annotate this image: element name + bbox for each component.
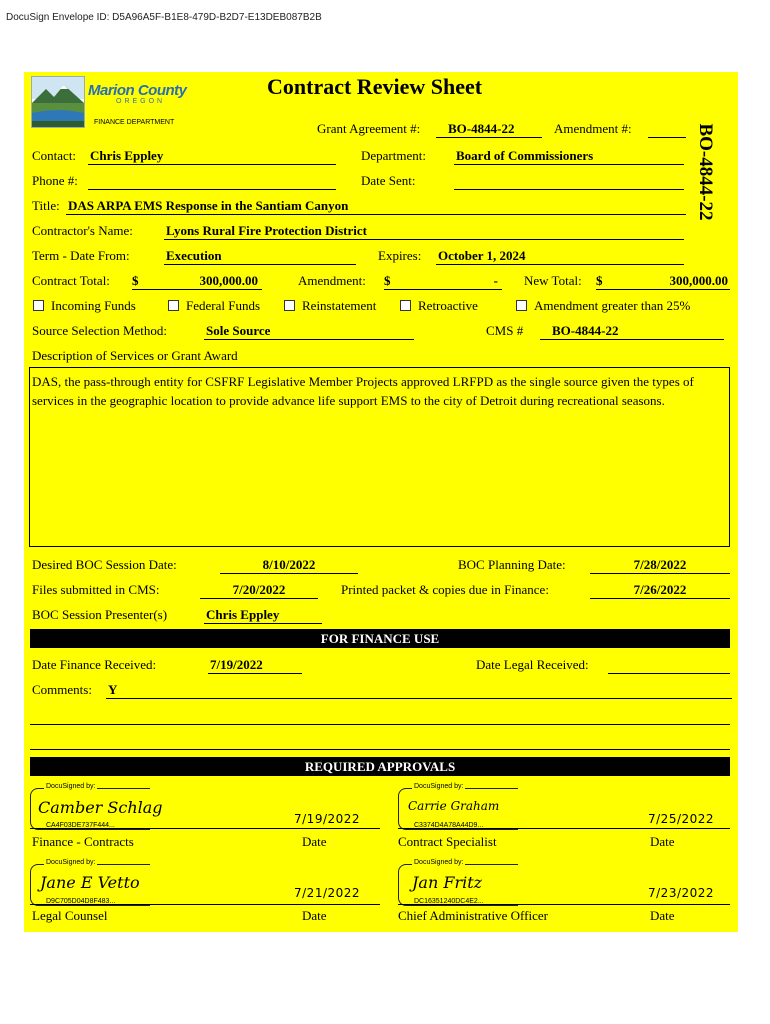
role-legal: Legal Counsel: [32, 908, 108, 923]
finance-use-header: FOR FINANCE USE: [30, 629, 730, 648]
packet-due-label: Printed packet & copies due in Finance:: [341, 582, 549, 597]
side-reference-id: [690, 114, 720, 230]
planning-date-label: BOC Planning Date:: [458, 557, 566, 572]
desired-session-label: Desired BOC Session Date:: [32, 557, 177, 572]
county-logo: [28, 74, 187, 130]
sign-date-specialist: 7/25/2022: [648, 812, 715, 826]
amendment-amount-field[interactable]: -: [384, 273, 502, 290]
contractor-label: Contractor's Name:: [32, 223, 133, 238]
contact-field[interactable]: Chris Eppley: [88, 148, 336, 165]
sign-date-legal: 7/21/2022: [294, 886, 361, 900]
department-label: Department:: [361, 148, 426, 163]
sign-date-finance: 7/19/2022: [294, 812, 361, 826]
description-box[interactable]: [29, 367, 730, 547]
contract-total-label: Contract Total:: [32, 273, 110, 288]
date-sent-label: Date Sent:: [361, 173, 416, 188]
amendment-amount-currency: $: [384, 273, 391, 288]
signer-id-finance: CA4F03DE737F444...: [46, 822, 115, 829]
term-label: Term - Date From:: [32, 248, 130, 263]
date-legal-received-field[interactable]: [608, 657, 730, 674]
description-label: Description of Services or Grant Award: [32, 348, 238, 363]
contractor-field[interactable]: Lyons Rural Fire Protection District: [164, 223, 684, 240]
grant-field[interactable]: BO-4844-22: [436, 121, 542, 138]
contract-review-sheet: [24, 72, 738, 932]
reinstatement-checkbox[interactable]: [284, 300, 295, 311]
phone-field[interactable]: [88, 173, 336, 190]
date-finance-received-label: Date Finance Received:: [32, 657, 157, 672]
packet-due-field[interactable]: 7/26/2022: [590, 582, 730, 599]
role-cao: Chief Administrative Officer: [398, 908, 548, 923]
incoming-funds-label: Incoming Funds: [51, 298, 136, 313]
contract-total-currency: $: [132, 273, 139, 288]
expires-label: Expires:: [378, 248, 422, 263]
signer-id-cao: DC16351240DC4E2...: [414, 898, 484, 905]
date-sent-field[interactable]: [454, 173, 684, 190]
title-label: Title:: [32, 198, 60, 213]
date-legal-received-label: Date Legal Received:: [476, 657, 589, 672]
department-field[interactable]: Board of Commissioners: [454, 148, 684, 165]
new-total-field[interactable]: 300,000.00: [596, 273, 730, 290]
amendment-number-field[interactable]: [648, 121, 686, 138]
signed-by-tag: DocuSigned by:: [414, 783, 464, 790]
files-submitted-label: Files submitted in CMS:: [32, 582, 160, 597]
contract-total-field[interactable]: 300,000.00: [132, 273, 262, 290]
sign-line-legal: [30, 904, 380, 905]
amendment-number-label: Amendment #:: [554, 121, 632, 136]
date-finance-received-field[interactable]: 7/19/2022: [208, 657, 302, 674]
side-reference-text: BO-4844-22: [695, 123, 716, 221]
source-selection-label: Source Selection Method:: [32, 323, 168, 338]
title-field[interactable]: DAS ARPA EMS Response in the Santiam Canyon: [66, 198, 686, 215]
retroactive-label: Retroactive: [418, 298, 478, 313]
retroactive-checkbox[interactable]: [400, 300, 411, 311]
signature-cao: Jan Fritz: [412, 873, 483, 892]
required-approvals-header: REQUIRED APPROVALS: [30, 757, 730, 776]
presenter-label: BOC Session Presenter(s): [32, 607, 168, 622]
sign-line-finance: [30, 828, 380, 829]
source-selection-field[interactable]: Sole Source: [204, 323, 414, 340]
signature-legal: Jane E Vetto: [40, 873, 140, 892]
files-submitted-field[interactable]: 7/20/2022: [200, 582, 318, 599]
presenter-field[interactable]: Chris Eppley: [204, 607, 322, 624]
signed-by-tag: DocuSigned by:: [414, 859, 464, 866]
sign-line-cao: [398, 904, 730, 905]
phone-label: Phone #:: [32, 173, 78, 188]
comments-field[interactable]: Y: [106, 682, 732, 699]
amendment-over-25-checkbox[interactable]: [516, 300, 527, 311]
term-from-field[interactable]: Execution: [164, 248, 356, 265]
signature-specialist: Carrie Graham: [408, 799, 500, 813]
date-label-finance: Date: [302, 834, 327, 849]
date-label-legal: Date: [302, 908, 327, 923]
signed-by-tag: DocuSigned by:: [46, 783, 96, 790]
role-specialist: Contract Specialist: [398, 834, 497, 849]
signer-id-specialist: C3374D4A78A44D9...: [414, 822, 484, 829]
signer-id-legal: D9C705D04D8F483...: [46, 898, 116, 905]
date-label-specialist: Date: [650, 834, 675, 849]
sign-date-cao: 7/23/2022: [648, 886, 715, 900]
reinstatement-label: Reinstatement: [302, 298, 377, 313]
envelope-id: DocuSign Envelope ID: D5A96A5F-B1E8-479D-B2D7-E13DEB087B2B: [6, 12, 322, 23]
comments-line-3[interactable]: [30, 733, 730, 750]
amendment-amount-label: Amendment:: [298, 273, 366, 288]
comments-label: Comments:: [32, 682, 92, 697]
cms-label: CMS #: [486, 323, 524, 338]
desired-session-field[interactable]: 8/10/2022: [220, 557, 358, 574]
signed-by-tag: DocuSigned by:: [46, 859, 96, 866]
grant-label: Grant Agreement #:: [317, 121, 421, 136]
comments-line-2[interactable]: [30, 708, 730, 725]
new-total-label: New Total:: [524, 273, 582, 288]
cms-field[interactable]: BO-4844-22: [540, 323, 724, 340]
federal-funds-label: Federal Funds: [186, 298, 261, 313]
contact-label: Contact:: [32, 148, 77, 163]
description-text: DAS, the pass-through entity for CSFRF Legislative Member Projects approved LRFPD as the single source given the types of services in the geographic location to provide advance life support EMS to the city of Detroit during recreational seasons.: [32, 374, 694, 408]
incoming-funds-checkbox[interactable]: [33, 300, 44, 311]
logo-county-name: Marion County: [88, 82, 187, 99]
page-title: Contract Review Sheet: [267, 74, 483, 99]
logo-mountain-icon: [31, 76, 85, 128]
expires-field[interactable]: October 1, 2024: [436, 248, 684, 265]
logo-state: OREGON: [116, 98, 166, 105]
signature-finance: Camber Schlag: [38, 798, 163, 817]
date-label-cao: Date: [650, 908, 675, 923]
logo-department: FINANCE DEPARTMENT: [94, 119, 175, 126]
planning-date-field[interactable]: 7/28/2022: [590, 557, 730, 574]
amendment-over-25-label: Amendment greater than 25%: [534, 298, 691, 313]
new-total-currency: $: [596, 273, 603, 288]
sign-line-specialist: [398, 828, 730, 829]
federal-funds-checkbox[interactable]: [168, 300, 179, 311]
role-finance: Finance - Contracts: [32, 834, 134, 849]
